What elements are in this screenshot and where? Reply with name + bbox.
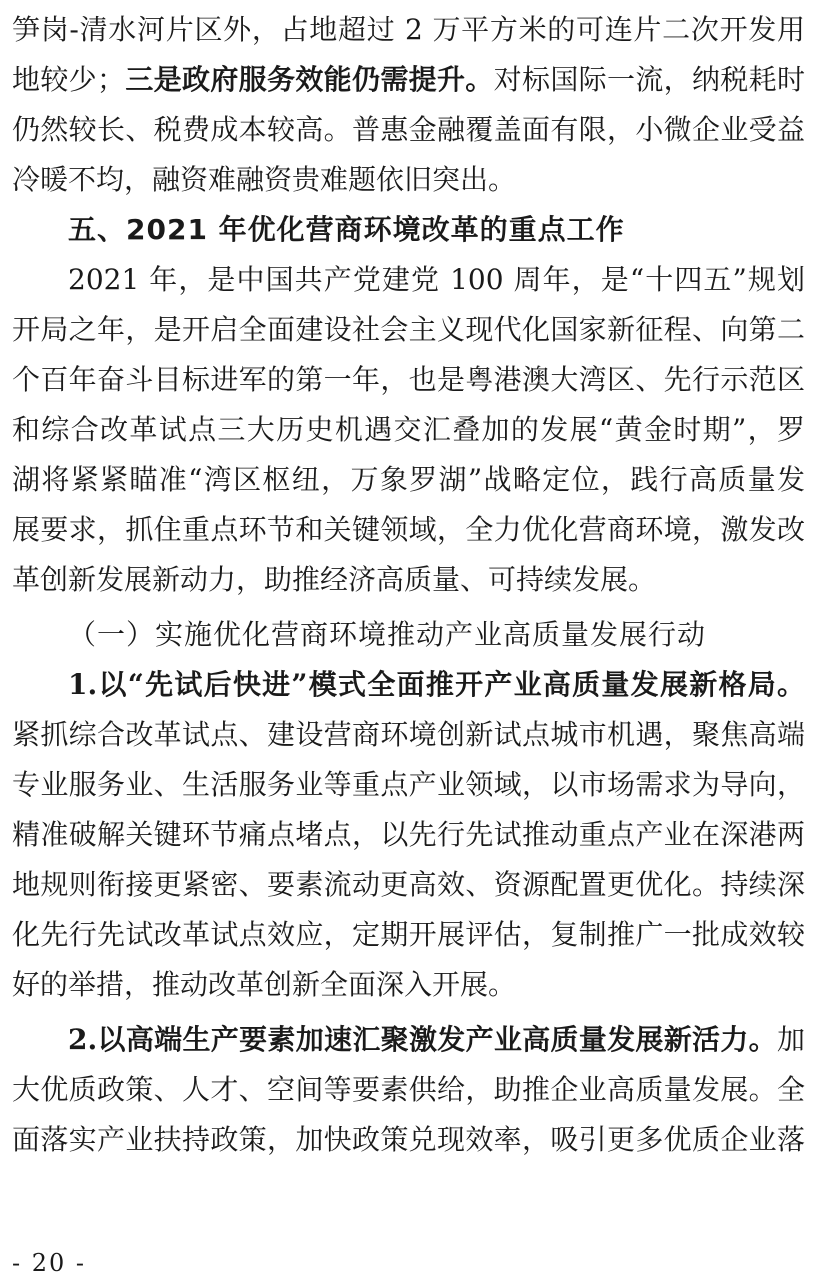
paragraph-line: 精准破解关键环节痛点堵点，以先行先试推动重点产业在深港两 <box>12 818 805 851</box>
paragraph-line: 大优质政策、人才、空间等要素供给，助推企业高质量发展。全 <box>12 1073 805 1106</box>
item-title: 2.以高端生产要素加速汇聚激发产业高质量发展新活力。 <box>68 1023 777 1056</box>
paragraph-line: 专业服务业、生活服务业等重点产业领域，以市场需求为导向， <box>12 768 805 801</box>
paragraph-line: 革创新发展新动力，助推经济高质量、可持续发展。 <box>12 563 657 596</box>
paragraph-line: 冷暖不均，融资难融资贵难题依旧突出。 <box>12 163 517 196</box>
section-heading: 五、2021 年优化营商环境改革的重点工作 <box>68 213 625 246</box>
paragraph-line: 个百年奋斗目标进军的第一年，也是粤港澳大湾区、先行示范区 <box>12 363 805 396</box>
page-number: - 20 - <box>12 1249 87 1277</box>
paragraph-line: 仍然较长、税费成本较高。普惠金融覆盖面有限，小微企业受益 <box>12 113 805 146</box>
paragraph-line: 2021 年，是中国共产党建党 100 周年，是“十四五”规划 <box>68 263 805 296</box>
paragraph-line: 面落实产业扶持政策，加快政策兑现效率，吸引更多优质企业落 <box>12 1123 805 1156</box>
paragraph-line <box>12 62 805 98</box>
paragraph-line: 紧抓综合改革试点、建设营商环境创新试点城市机遇，聚焦高端 <box>12 718 805 751</box>
item-title-line <box>68 1022 805 1058</box>
paragraph-line: 好的举措，推动改革创新全面深入开展。 <box>12 968 517 1001</box>
paragraph-line: 化先行先试改革试点效应，定期开展评估，复制推广一批成效较 <box>12 918 805 951</box>
paragraph-line: 笋岗-清水河片区外，占地超过 2 万平方米的可连片二次开发用 <box>12 13 805 46</box>
paragraph-line: 湖将紧紧瞄准“湾区枢纽，万象罗湖”战略定位，践行高质量发 <box>12 463 805 496</box>
text-run: 对标国际一流，纳税耗时 <box>493 63 805 96</box>
bold-text-run: 三是政府服务效能仍需提升。 <box>125 63 494 96</box>
paragraph-line: 展要求，抓住重点环节和关键领域，全力优化营商环境，激发改 <box>12 513 805 546</box>
paragraph-line: 和综合改革试点三大历史机遇交汇叠加的发展“黄金时期”，罗 <box>12 413 805 446</box>
text-run: 地较少； <box>12 63 125 96</box>
item-title: 1.以“先试后快进”模式全面推开产业高质量发展新格局。 <box>68 668 805 701</box>
paragraph-line: 地规则衔接更紧密、要素流动更高效、资源配置更优化。持续深 <box>12 868 805 901</box>
subsection-heading: （一）实施优化营商环境推动产业高质量发展行动 <box>68 618 707 651</box>
paragraph-line: 开局之年，是开启全面建设社会主义现代化国家新征程、向第二 <box>12 313 805 346</box>
text-run: 加 <box>776 1023 805 1056</box>
